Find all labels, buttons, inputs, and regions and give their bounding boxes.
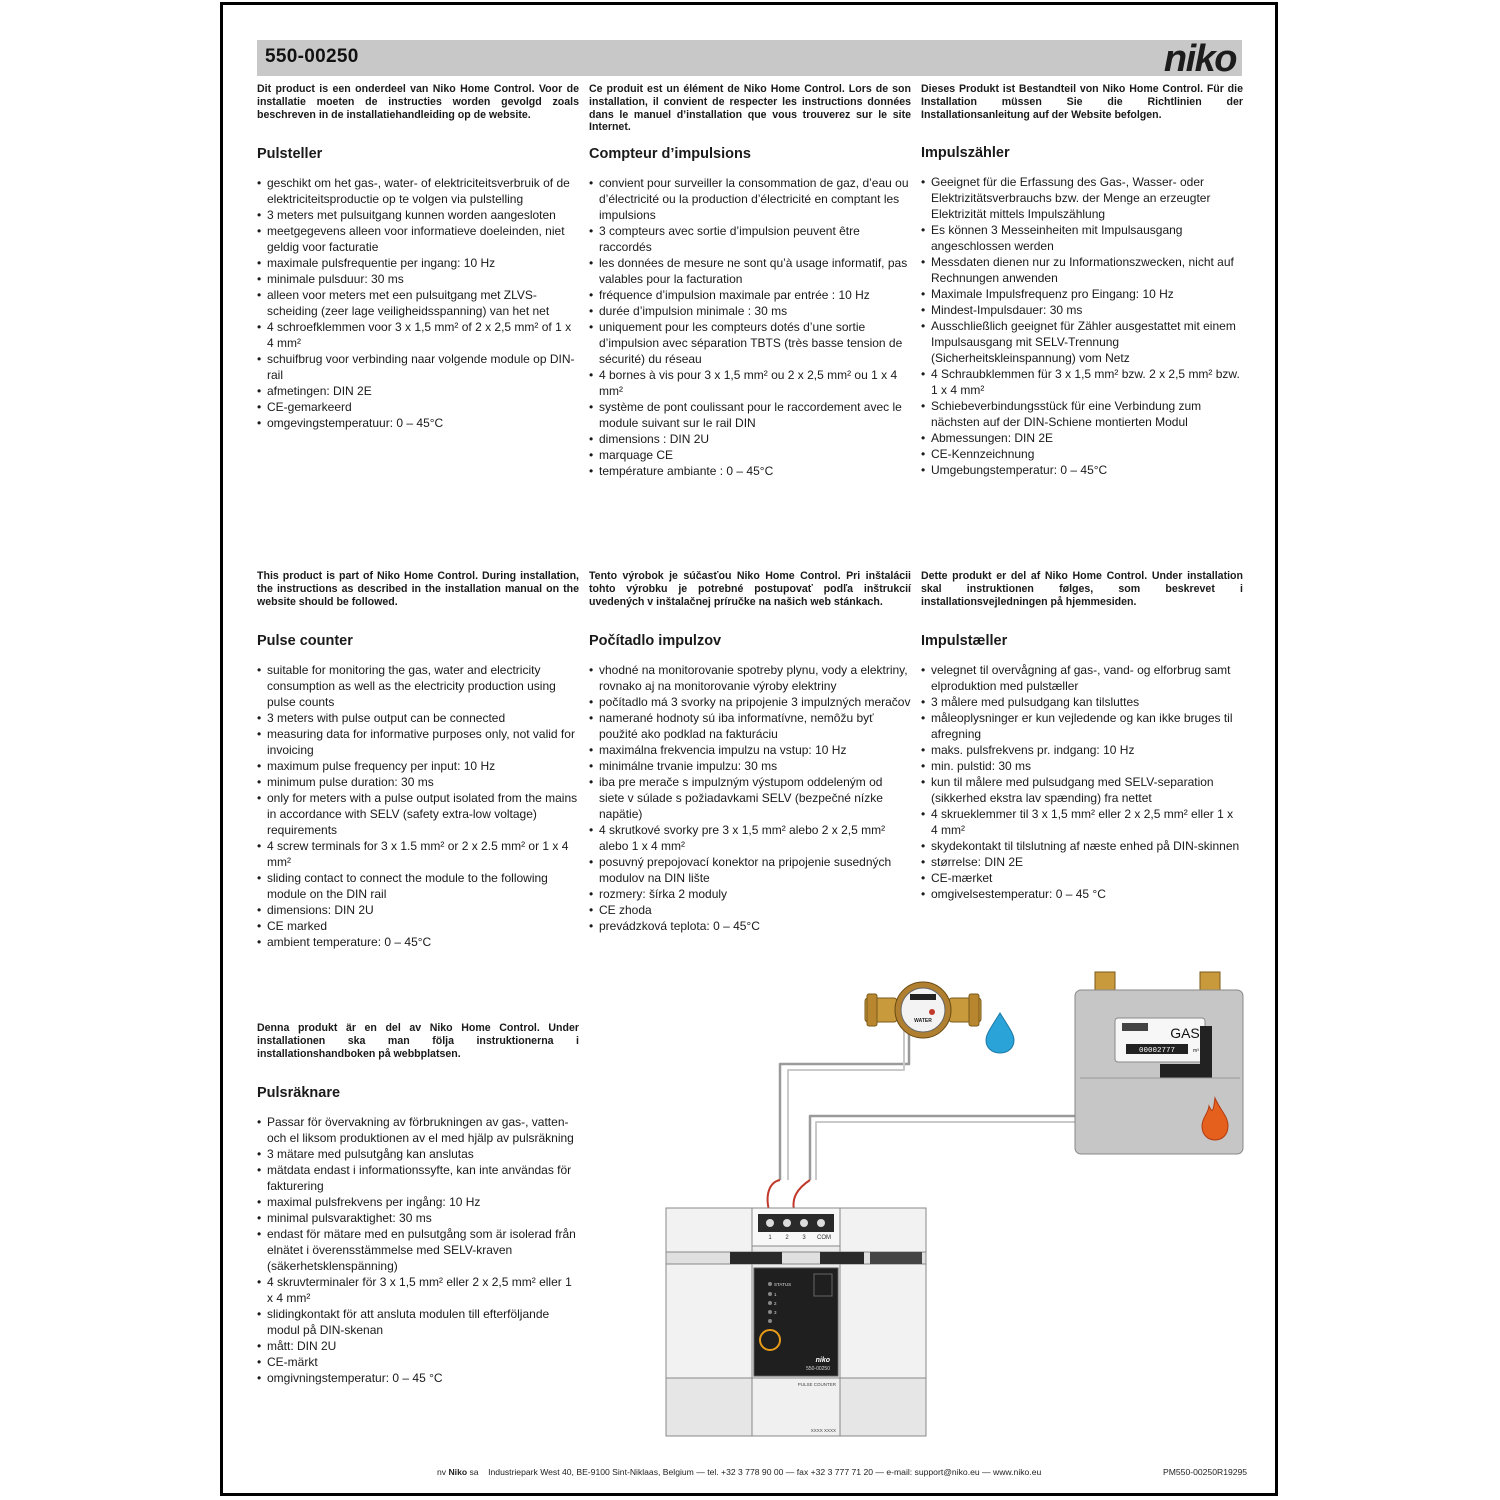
spec-item: • minimal pulsvaraktighet: 30 ms xyxy=(257,1210,579,1226)
section-title: Impulstæller xyxy=(921,633,1008,649)
spec-list xyxy=(257,662,579,950)
spec-item: • namerané hodnoty sú iba informatívne, nemôžu byť použité ako podklad na fakturáciu xyxy=(589,710,911,742)
spec-item: • CE-Kennzeichnung xyxy=(921,446,1243,462)
company-prefix: nv xyxy=(437,1467,447,1477)
spec-item: • omgevingstemperatuur: 0 – 45°C xyxy=(257,415,579,431)
spec-item: • prevádzková teplota: 0 – 45°C xyxy=(589,918,911,934)
spec-item: • minimale pulsduur: 30 ms xyxy=(257,271,579,287)
footer-address xyxy=(437,1467,1041,1477)
spec-item: • størrelse: DIN 2E xyxy=(921,854,1243,870)
spec-item: • min. pulstid: 30 ms xyxy=(921,758,1243,774)
spec-item: • iba pre merače s impulzným výstupom oddeleným od siete v súlade s požiadavkami SELV (bezpečné nízke napätie) xyxy=(589,774,911,822)
spec-item: • maximum pulse frequency per input: 10 Hz xyxy=(257,758,579,774)
section-title: Pulsräknare xyxy=(257,1085,341,1101)
spec-item: • maks. pulsfrekvens pr. indgang: 10 Hz xyxy=(921,742,1243,758)
spec-item: • 4 schroefklemmen voor 3 x 1,5 mm² of 2 x 2,5 mm² of 1 x 4 mm² xyxy=(257,319,579,351)
address-line: Industriepark West 40, BE-9100 Sint-Niklaas, Belgium — tel. +32 3 778 90 00 — fax +32 3 777 71 20 — e-mail: support@niko.eu — www.niko.eu xyxy=(488,1467,1042,1477)
spec-item: • les données de mesure ne sont qu’à usage informatif, pas valables pour la facturation xyxy=(589,255,911,287)
spec-item: • Schiebeverbindungsstück für eine Verbindung zum nächsten auf der DIN-Schiene montierten Modul xyxy=(921,398,1243,430)
module-code: 550-00250 xyxy=(806,1366,830,1372)
spec-item: • slidingkontakt för att ansluta modulen till efterföljande modul på DIN-skenan xyxy=(257,1306,579,1338)
pulse-counter-module xyxy=(666,1208,926,1436)
status-label: STATUS xyxy=(774,1282,792,1287)
spec-item: • 4 skrutkové svorky pre 3 x 1,5 mm² alebo 2 x 2,5 mm² alebo 1 x 4 mm² xyxy=(589,822,911,854)
spec-item: • ambient temperature: 0 – 45°C xyxy=(257,934,579,950)
spec-item: • CE-märkt xyxy=(257,1354,579,1370)
gas-reading: 00002777 xyxy=(1138,1047,1176,1055)
water-drop-icon xyxy=(986,1013,1014,1053)
led-label: 2 xyxy=(774,1301,777,1306)
spec-item: • 3 meters with pulse output can be connected xyxy=(257,710,579,726)
terminal-label: 1 xyxy=(768,1235,772,1241)
section-sk xyxy=(589,570,911,933)
spec-item: • système de pont coulissant pour le raccordement avec le module suivant sur le rail DIN xyxy=(589,399,911,431)
spec-item: • dimensions: DIN 2U xyxy=(257,902,579,918)
spec-item: • skydekontakt til tilslutning af næste enhed på DIN-skinnen xyxy=(921,838,1243,854)
spec-item: • 3 målere med pulsudgang kan tilsluttes xyxy=(921,694,1243,710)
spec-item: • suitable for monitoring the gas, water and electricity consumption as well as the electricity production using pulse counts xyxy=(257,662,579,710)
spec-item: • fréquence d’impulsion maximale par entrée : 10 Hz xyxy=(589,287,911,303)
spec-item: • 3 compteurs avec sortie d’impulsion peuvent être raccordés xyxy=(589,223,911,255)
spec-item: • mätdata endast i informationssyfte, kan inte användas för fakturering xyxy=(257,1162,579,1194)
spec-item: • convient pour surveiller la consommation de gaz, d’eau ou d’électricité ou la production d’électricité en comptant les impulsions xyxy=(589,175,911,223)
section-title: Pulsteller xyxy=(257,146,323,162)
spec-item: • Maximale Impulsfrequenz pro Eingang: 10 Hz xyxy=(921,286,1243,302)
spec-item: • marquage CE xyxy=(589,447,911,463)
spec-item: • 4 bornes à vis pour 3 x 1,5 mm² ou 2 x 2,5 mm² ou 1 x 4 mm² xyxy=(589,367,911,399)
spec-list xyxy=(589,662,911,934)
terminal-label: 3 xyxy=(802,1235,806,1241)
spec-item: • uniquement pour les compteurs dotés d’une sortie d’impulsion avec séparation TBTS (très basse tension de sécurité) du réseau xyxy=(589,319,911,367)
gas-label: GAS xyxy=(1170,1025,1200,1041)
spec-item: • 4 skruvterminaler för 3 x 1,5 mm² eller 2 x 2,5 mm² eller 1 x 4 mm² xyxy=(257,1274,579,1306)
spec-item: • dimensions : DIN 2U xyxy=(589,431,911,447)
spec-item: • omgivningstemperatur: 0 – 45 °C xyxy=(257,1370,579,1386)
spec-item: • 3 meters met pulsuitgang kunnen worden aangesloten xyxy=(257,207,579,223)
spec-item: • 4 screw terminals for 3 x 1.5 mm² or 2 x 2.5 mm² or 1 x 4 mm² xyxy=(257,838,579,870)
spec-item: • Messdaten dienen nur zu Informationszwecken, nicht auf Rechnungen anwenden xyxy=(921,254,1243,286)
section-intro: Dieses Produkt ist Bestandteil von Niko Home Control. Für die Installation müssen Sie die Richtlinien der Installationsanleitung auf der Website befolgen. xyxy=(921,83,1243,121)
section-nl xyxy=(257,83,579,430)
product-code: 550-00250 xyxy=(265,46,359,67)
terminal-label: COM xyxy=(817,1235,831,1241)
spec-item: • Umgebungstemperatur: 0 – 45°C xyxy=(921,462,1243,478)
module-name: PULSE COUNTER xyxy=(797,1382,836,1387)
water-meter xyxy=(865,982,981,1038)
spec-item: • alleen voor meters met een pulsuitgang met ZLVS-scheiding (zeer lage veiligheidsspanning) van het net xyxy=(257,287,579,319)
installation-illustration xyxy=(660,968,1250,1438)
section-title: Pulse counter xyxy=(257,633,353,649)
section-intro: This product is part of Niko Home Control. During installation, the instructions as described in the installation manual on the website should be followed. xyxy=(257,570,579,608)
spec-item: • durée d’impulsion minimale : 30 ms xyxy=(589,303,911,319)
section-intro: Tento výrobok je súčasťou Niko Home Control. Pri inštalácii tohto výrobku je potrebné postupovať podľa inštrukcií uvedených v inštalačnej príručke na našich web stánkach. xyxy=(589,570,911,608)
water-label: WATER xyxy=(914,1018,932,1024)
section-title: Počítadlo impulzov xyxy=(589,633,722,649)
section-fr xyxy=(589,83,911,478)
document-reference: PM550-00250R19295 xyxy=(1163,1467,1248,1477)
spec-item: • only for meters with a pulse output isolated from the mains in accordance with SELV (safety extra-low voltage) requirements xyxy=(257,790,579,838)
section-title: Impulszähler xyxy=(921,145,1010,161)
company-suffix: sa xyxy=(469,1467,479,1477)
section-intro: Dit product is een onderdeel van Niko Home Control. Voor de installatie moeten de instructies worden gevolgd zoals beschreven in de installatiehandleiding op de website. xyxy=(257,83,579,121)
module-logo: niko xyxy=(815,1357,830,1364)
spec-item: • Abmessungen: DIN 2E xyxy=(921,430,1243,446)
spec-item: • kun til målere med pulsudgang med SELV-separation (sikkerhed ekstra lav spænding) fra nettet xyxy=(921,774,1243,806)
spec-item: • Es können 3 Messeinheiten mit Impulsausgang angeschlossen werden xyxy=(921,222,1243,254)
spec-item: • 3 mätare med pulsutgång kan anslutas xyxy=(257,1146,579,1162)
led-label: 1 xyxy=(774,1292,777,1297)
spec-item: • omgivelsestemperatur: 0 – 45 °C xyxy=(921,886,1243,902)
header-bar xyxy=(257,38,1242,80)
spec-item: • minimum pulse duration: 30 ms xyxy=(257,774,579,790)
section-intro: Denna produkt är en del av Niko Home Control. Under installationen ska man följa instruktionerna i installationshandboken på webbplatsen. xyxy=(257,1022,579,1060)
spec-item: • posuvný prepojovací konektor na pripojenie susedných modulov na DIN lište xyxy=(589,854,911,886)
spec-item: • mått: DIN 2U xyxy=(257,1338,579,1354)
spec-item: • Mindest-Impulsdauer: 30 ms xyxy=(921,302,1243,318)
spec-item: • CE-gemarkeerd xyxy=(257,399,579,415)
section-intro: Ce produit est un élément de Niko Home Control. Lors de son installation, il convient de respecter les instructions données dans le manuel d’installation que vous trouverez sur le site Internet. xyxy=(589,83,911,134)
gas-unit: m³ xyxy=(1193,1048,1199,1054)
spec-item: • measuring data for informative purposes only, not valid for invoicing xyxy=(257,726,579,758)
spec-list xyxy=(257,175,579,431)
spec-list xyxy=(921,662,1243,902)
company-name: Niko xyxy=(448,1467,468,1477)
spec-item: • vhodné na monitorovanie spotreby plynu, vody a elektriny, rovnako aj na monitorovanie výroby elektriny xyxy=(589,662,911,694)
section-title: Compteur d’impulsions xyxy=(589,146,751,162)
niko-logo: niko xyxy=(1163,38,1236,80)
spec-item: • počítadlo má 3 svorky na pripojenie 3 impulzných meračov xyxy=(589,694,911,710)
spec-item: • sliding contact to connect the module to the following module on the DIN rail xyxy=(257,870,579,902)
spec-item: • CE-mærket xyxy=(921,870,1243,886)
spec-list xyxy=(589,175,911,479)
terminal-label: 2 xyxy=(785,1235,789,1241)
led-label: 3 xyxy=(774,1310,777,1315)
spec-item: • CE marked xyxy=(257,918,579,934)
spec-item: • måleoplysninger er kun vejledende og kan ikke bruges til afregning xyxy=(921,710,1243,742)
spec-item: • maximálna frekvencia impulzu na vstup: 10 Hz xyxy=(589,742,911,758)
spec-item: • geschikt om het gas-, water- of elektriciteitsverbruik of de elektriciteitsproductie op te volgen via pulstelling xyxy=(257,175,579,207)
barcode-icon xyxy=(1122,1023,1148,1031)
spec-item: • température ambiante : 0 – 45°C xyxy=(589,463,911,479)
spec-item: • minimálne trvanie impulzu: 30 ms xyxy=(589,758,911,774)
spec-item: • 4 Schraubklemmen für 3 x 1,5 mm² bzw. 2 x 2,5 mm² bzw. 1 x 4 mm² xyxy=(921,366,1243,398)
spec-list xyxy=(921,174,1243,478)
spec-item: • afmetingen: DIN 2E xyxy=(257,383,579,399)
spec-list xyxy=(257,1114,579,1386)
spec-item: • endast för mätare med en pulsutgång som är isolerad från elnätet i överensstämmelse med SELV-kraven (säkerhetsklenspänning) xyxy=(257,1226,579,1274)
spec-item: • CE zhoda xyxy=(589,902,911,918)
spec-item: • velegnet til overvågning af gas-, vand- og elforbrug samt elproduktion med pulstæller xyxy=(921,662,1243,694)
spec-item: • maximal pulsfrekvens per ingång: 10 Hz xyxy=(257,1194,579,1210)
spec-item: • Passar för övervakning av förbrukningen av gas-, vatten- och el liksom produktionen av el med hjälp av pulsräkning xyxy=(257,1114,579,1146)
serial-number: XXXX XXXX xyxy=(810,1428,836,1433)
spec-item: • meetgegevens alleen voor informatieve doeleinden, niet geldig voor facturatie xyxy=(257,223,579,255)
section-se xyxy=(257,1022,579,1385)
spec-item: • schuifbrug voor verbinding naar volgende module op DIN-rail xyxy=(257,351,579,383)
spec-item: • rozmery: šírka 2 moduly xyxy=(589,886,911,902)
spec-item: • maximale pulsfrequentie per ingang: 10 Hz xyxy=(257,255,579,271)
section-dk xyxy=(921,570,1243,901)
section-en xyxy=(257,570,579,949)
spec-item: • Geeignet für die Erfassung des Gas-, Wasser- oder Elektrizitätsverbrauchs bzw. der Menge an erzeugter Elektrizität mittels Impulszählung xyxy=(921,174,1243,222)
gas-meter xyxy=(1075,972,1243,1154)
spec-item: • Ausschließlich geeignet für Zähler ausgestattet mit einem Impulsausgang mit SELV-Trennung (Sicherheitskleinspannung) vom Netz xyxy=(921,318,1243,366)
section-de xyxy=(921,83,1243,477)
section-intro: Dette produkt er del af Niko Home Control. Under installation skal instruktionen følges, som beskrevet i installationsvejledningen på hjemmesiden. xyxy=(921,570,1243,608)
spec-item: • 4 skrueklemmer til 3 x 1,5 mm² eller 2 x 2,5 mm² eller 1 x 4 mm² xyxy=(921,806,1243,838)
